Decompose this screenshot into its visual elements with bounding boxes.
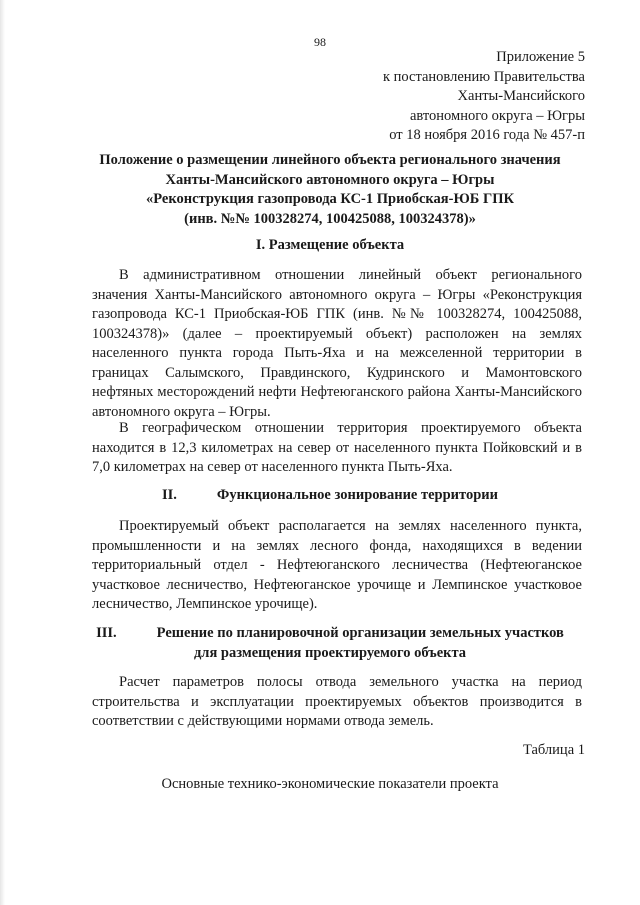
title-line: Ханты-Мансийского автономного округа – Югры — [165, 171, 495, 188]
document-title — [75, 151, 585, 229]
title-line: Положение о размещении линейного объекта регионального значения — [99, 152, 561, 168]
title-line: (инв. №№ 100328274, 100425088, 100324378)» — [184, 210, 476, 227]
title-line: «Реконструкция газопровода КС-1 Приобская-ЮБ ГПК — [146, 191, 514, 207]
section-1-heading: I. Размещение объекта — [255, 237, 405, 253]
section-1-paragraph-1: В административном отношении линейный объект регионального значения Ханты-Мансийского автономного округа – Югры «Реконструкция газопровода КС-1 Приобская-ЮБ ГПК (инв. №№ 100328274, 100425088, 100324378)» (далее – проектируемый объект) расположен на землях населенного пункта города Пыть-Яха и на межселенной территории в границах Салымского, Правдинского, Кудринского и Мамонтовского нефтяных месторождений нефти Нефтеюганского района Ханты-Мансийского автономного округа – Югры. — [92, 267, 582, 420]
section-2-paragraph-1: Проектируемый объект располагается на землях населенного пункта, промышленности и на землях лесного фонда, находящихся в ведении территориальный отдел - Нефтеюганского лесничества (Нефтеюганское участковое лесничество, Нефтеюганское урочище и Лемпинское участковое лесничество, Лемпинское урочище). — [92, 518, 582, 612]
section-title: Решение по планировочной организации земельных участков — [156, 625, 564, 641]
section-title: Функциональное зонирование территории — [216, 487, 498, 503]
section-2-heading — [75, 486, 585, 506]
table-caption: Основные технико-экономические показатели проекта — [161, 776, 499, 792]
appendix-line: Приложение 5 — [496, 49, 585, 65]
scan-edge-shadow — [0, 0, 5, 905]
section-3-paragraph-1: Расчет параметров полосы отвода земельного участка на период строительства и эксплуатации проектируемых объектов производится в соответствии с действующими нормами отвода земель. — [92, 674, 582, 729]
section-title-line-2: для размещения проектируемого объекта — [193, 644, 467, 661]
section-number: II. — [162, 487, 177, 503]
appendix-line: автономного округа – Югры — [409, 107, 585, 124]
section-3-heading — [75, 624, 585, 663]
section-number: III. — [96, 625, 117, 641]
table-label: Таблица 1 — [522, 742, 585, 758]
page-number: 98 — [314, 35, 326, 49]
appendix-line: Ханты-Мансийского — [457, 88, 585, 104]
appendix-line: от 18 ноября 2016 года № 457-п — [389, 127, 585, 143]
appendix-line: к постановлению Правительства — [383, 68, 585, 85]
appendix-note — [383, 48, 585, 146]
section-1-paragraph-2: В географическом отношении территория проектируемого объекта находится в 12,3 километрах на север от населенного пункта Пойковский и в 7,0 километрах на север от населенного пункта Пыть-Яха. — [92, 420, 582, 475]
